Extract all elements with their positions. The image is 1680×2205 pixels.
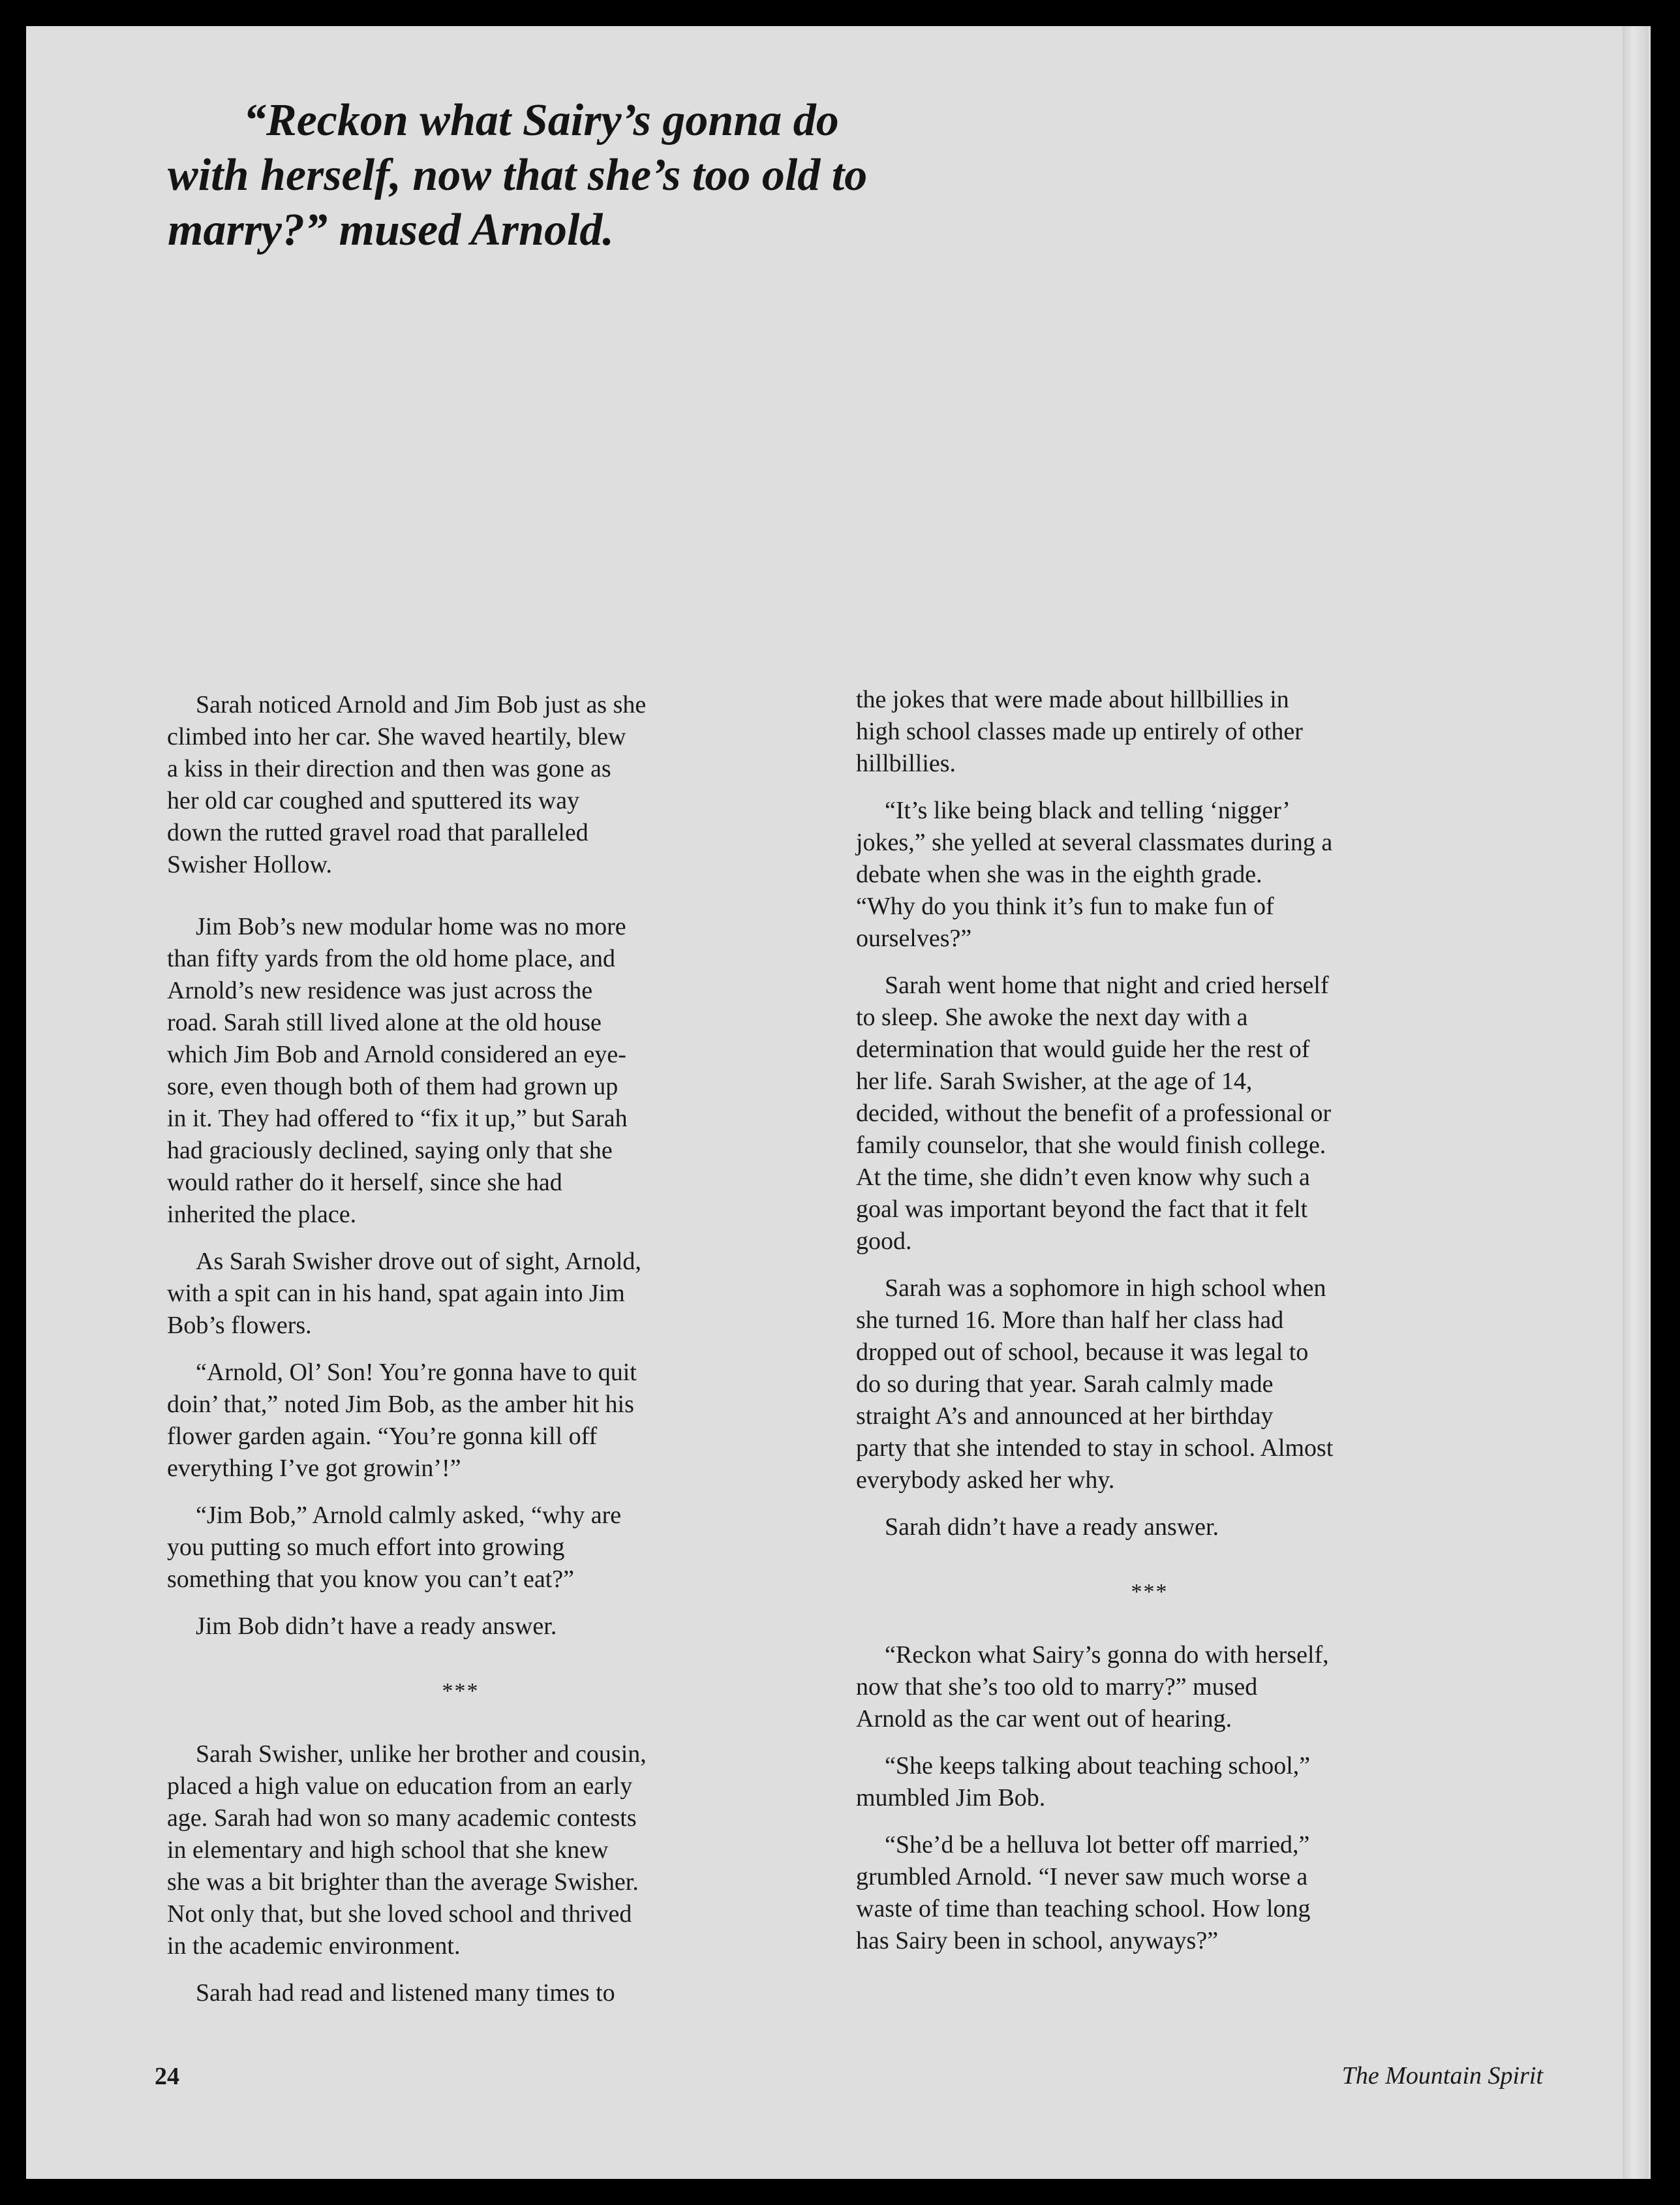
body-paragraph: Sarah had read and listened many times to — [196, 1979, 615, 2007]
body-paragraph: the jokes that were made about hillbillies in high school classes made up entirely of other hillbillies. — [856, 686, 1303, 777]
pull-quote-line: with herself, now that she’s too old to — [168, 150, 868, 200]
body-paragraph: “Jim Bob,” Arnold calmly asked, “why are you putting so much effort into growing something that you know you can’t eat?” — [167, 1502, 622, 1593]
section-divider: *** — [1131, 1580, 1168, 1604]
body-paragraph: Sarah Swisher, unlike her brother and cousin, placed a high value on education from an early age. Sarah had won so many academic contests in elementary and high school that she knew she was a bit brighter than the average Swisher. Not only that, but she loved school and thrived in the academic environment. — [167, 1740, 647, 1960]
body-paragraph: Sarah was a sophomore in high school when she turned 16. More than half her class had dropped out of school, because it was legal to do so during that year. Sarah calmly made straight A’s and announced at her birthday party that she intended to stay in school. Almost everybody asked her why. — [856, 1274, 1334, 1494]
body-paragraph: “It’s like being black and telling ‘nigger’ jokes,” she yelled at several classmates during a debate when she was in the eighth grade. “Why do you think it’s fun to make fun of ourselves?” — [856, 797, 1333, 952]
pull-quote-line: “Reckon what Sairy’s gonna do — [243, 95, 839, 146]
left-column — [167, 689, 754, 2024]
page-number: 24 — [155, 2063, 179, 2090]
right-column — [856, 684, 1443, 1972]
body-paragraph: Sarah went home that night and cried herself to sleep. She awoke the next day with a determination that would guide her the rest of her life. Sarah Swisher, at the age of 14, decided, without the benefit of a professional or family counselor, that she would finish college. At the time, she didn’t even know why such a goal was important beyond the fact that it felt good. — [856, 972, 1332, 1255]
body-paragraph: “She’d be a helluva lot better off married,” grumbled Arnold. “I never saw much worse a waste of time than teaching school. How long has Sairy been in school, anyways?” — [856, 1831, 1311, 1954]
pull-quote — [168, 93, 1081, 258]
body-paragraph: “She keeps talking about teaching school,” mumbled Jim Bob. — [856, 1752, 1311, 1812]
body-paragraph: Sarah noticed Arnold and Jim Bob just as she climbed into her car. She waved heartily, blew a kiss in their direction and then was gone as her old car coughed and sputtered its way down the rutted gravel road that paralleled Swisher Hollow. — [167, 691, 647, 878]
publication-name: The Mountain Spirit — [1341, 2062, 1543, 2089]
section-divider: *** — [442, 1679, 480, 1703]
pull-quote-line: marry?” mused Arnold. — [168, 205, 614, 255]
page-edge — [1623, 26, 1649, 2179]
body-paragraph: Jim Bob’s new modular home was no more than fifty yards from the old home place, and Arnold’s new residence was just across the road. Sarah still lived alone at the old house which Jim Bob and Arnold considered an eye- sore, even though both of them had grown up in it. They had offered to “fix it up,” but Sarah had graciously declined, saying only that she would rather do it herself, since she had inherited the place. — [167, 913, 628, 1228]
body-paragraph: Sarah didn’t have a ready answer. — [885, 1513, 1219, 1541]
body-paragraph: As Sarah Swisher drove out of sight, Arnold, with a spit can in his hand, spat again into Jim Bob’s flowers. — [167, 1248, 641, 1339]
body-paragraph: “Arnold, Ol’ Son! You’re gonna have to quit doin’ that,” noted Jim Bob, as the amber hit his flower garden again. “You’re gonna kill off everything I’ve got growin’!” — [167, 1359, 637, 1482]
body-paragraph: Jim Bob didn’t have a ready answer. — [196, 1612, 557, 1640]
body-paragraph: “Reckon what Sairy’s gonna do with herself, now that she’s too old to marry?” mused Arnold as the car went out of hearing. — [856, 1641, 1329, 1733]
